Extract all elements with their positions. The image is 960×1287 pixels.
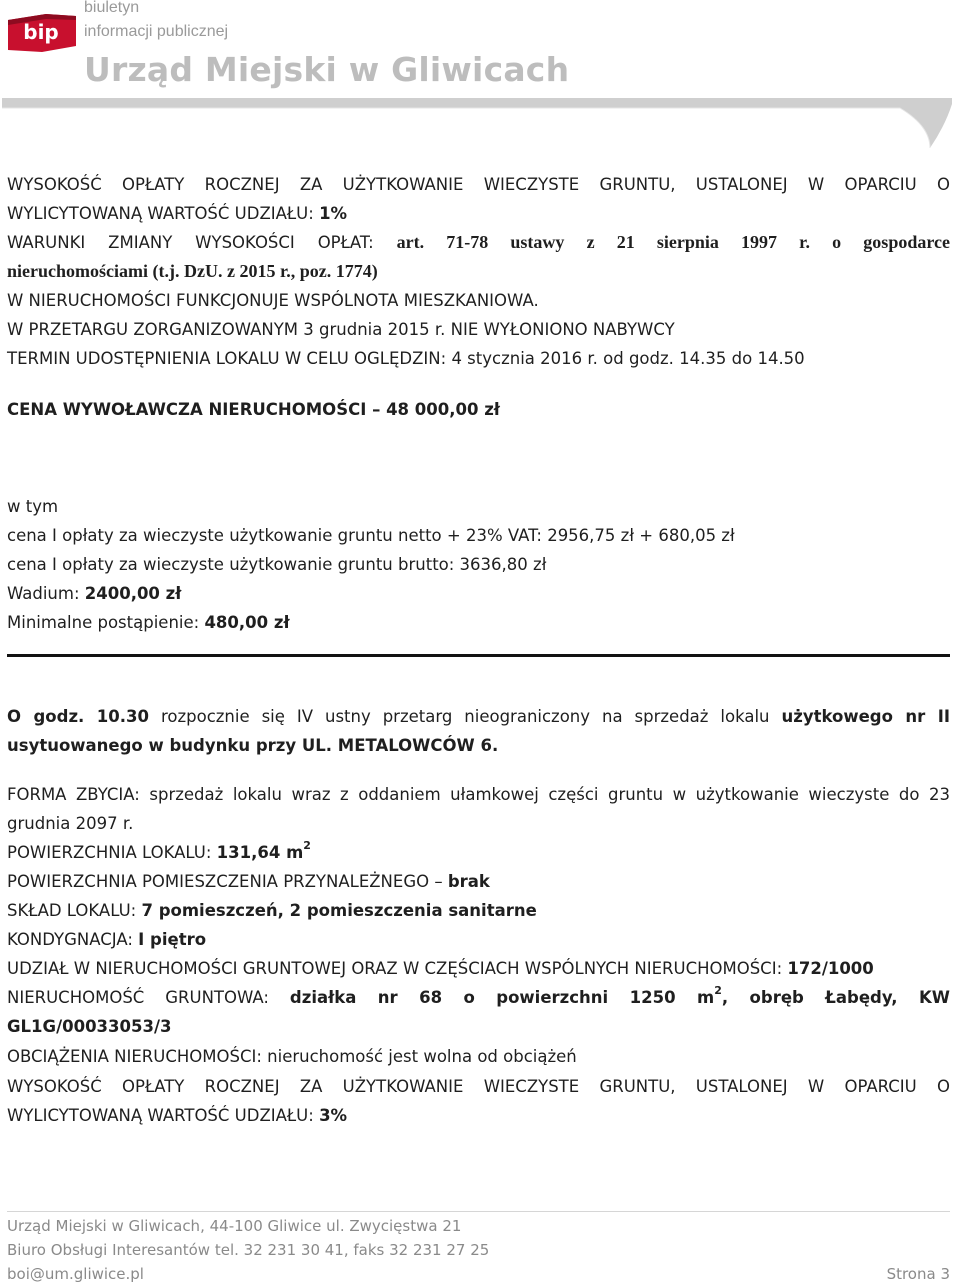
- przetarg-intro-line-2: usytuowanego w budynku przy UL. METALOWCÓW 6.: [7, 736, 499, 755]
- grunt-sup: 2: [714, 984, 722, 997]
- oplata-value: 1%: [319, 204, 348, 223]
- sklad-value: 7 pomieszczeń, 2 pomieszczenia sanitarne: [141, 901, 537, 920]
- forma-line-1: FORMA ZBYCIA: sprzedaż lokalu wraz z oddaniem ułamkowej części gruntu w użytkowanie wieczyste do 23: [7, 785, 950, 804]
- udzial-line: [7, 954, 874, 983]
- postapienie-label: Minimalne postąpienie:: [7, 613, 205, 632]
- cena-netto-line: cena I opłaty za wieczyste użytkowanie gruntu netto + 23% VAT: 2956,75 zł + 680,05 zł: [7, 526, 735, 545]
- termin-line: TERMIN UDOSTĘPNIENIA LOKALU W CELU OGLĘDZIN: 4 stycznia 2016 r. od godz. 14.35 do 14.50: [7, 349, 805, 368]
- w-tym-label: w tym: [7, 497, 59, 516]
- przynalezne-value: brak: [447, 872, 490, 891]
- grunt-value-1: działka nr 68 o powierzchni 1250 m: [289, 988, 715, 1007]
- warunki-value-2: nieruchomościami (t.j. DzU. z 2015 r., poz. 1774): [7, 261, 378, 281]
- grunt-label: NIERUCHOMOŚĆ GRUNTOWA:: [7, 988, 290, 1007]
- header-subtitle-line1: biuletyn: [84, 0, 140, 16]
- przynalezne-line: [7, 867, 490, 896]
- oplata2-value: 3%: [319, 1106, 348, 1125]
- warunki-label: WARUNKI ZMIANY WYSOKOŚCI OPŁAT:: [7, 233, 374, 252]
- wadium-line: [7, 579, 181, 608]
- godz-text: rozpocznie się IV ustny przetarg nieograniczony na sprzedaż lokalu: [148, 707, 782, 726]
- przetarg-line: W PRZETARGU ZORGANIZOWANYM 3 grudnia 2015 r. NIE WYŁONIONO NABYWCY: [7, 320, 675, 339]
- obciazenia-value: nieruchomość jest wolna od obciążeń: [267, 1047, 577, 1066]
- przynalezne-label: POWIERZCHNIA POMIESZCZENIA PRZYNALEŻNEGO –: [7, 872, 448, 891]
- grunt-value-2: , obręb Łabędy, KW: [721, 988, 950, 1007]
- oplata2-line-2: [7, 1101, 347, 1130]
- footer-email[interactable]: boi@um.gliwice.pl: [7, 1265, 144, 1283]
- wspolnota-line: W NIERUCHOMOŚCI FUNKCJONUJE WSPÓLNOTA MIESZKANIOWA.: [7, 291, 539, 310]
- warunki-value-1: art. 71-78 ustawy z 21 sierpnia 1997 r. o gospodarce: [396, 232, 950, 252]
- bip-logo-icon: [6, 6, 78, 58]
- sklad-line: [7, 896, 537, 925]
- kondygnacja-line: [7, 925, 206, 954]
- footer-address: Urząd Miejski w Gliwicach, 44-100 Gliwice ul. Zwycięstwa 21: [7, 1217, 462, 1235]
- godz-label: O godz. 10.30: [7, 707, 149, 726]
- udzial-label: UDZIAŁ W NIERUCHOMOŚCI GRUNTOWEJ ORAZ W CZĘŚCIACH WSPÓLNYCH NIERUCHOMOŚCI:: [7, 959, 788, 978]
- obciazenia-label: OBCIĄŻENIA NIERUCHOMOŚCI:: [7, 1047, 268, 1066]
- powierzchnia-line: [7, 838, 311, 869]
- postapienie-line: [7, 608, 290, 637]
- oplata-line-1: WYSOKOŚĆ OPŁATY ROCZNEJ ZA UŻYTKOWANIE WIECZYSTE GRUNTU, USTALONEJ W OPARCIU O: [7, 175, 950, 194]
- oplata-label: WYLICYTOWANĄ WARTOŚĆ UDZIAŁU:: [7, 204, 320, 223]
- header-divider: [0, 96, 960, 152]
- wadium-value: 2400,00 zł: [84, 584, 182, 603]
- oplata2-line-1: WYSOKOŚĆ OPŁATY ROCZNEJ ZA UŻYTKOWANIE WIECZYSTE GRUNTU, USTALONEJ W OPARCIU O: [7, 1077, 950, 1096]
- grunt-line-1: [7, 983, 950, 1014]
- warunki-line-2: [7, 257, 378, 286]
- wadium-label: Wadium:: [7, 584, 85, 603]
- page-header: [0, 0, 960, 150]
- page-title: Urząd Miejski w Gliwicach: [84, 50, 570, 89]
- obciazenia-line: [7, 1042, 577, 1071]
- cena-brutto-line: cena I opłaty za wieczyste użytkowanie gruntu brutto: 3636,80 zł: [7, 555, 547, 574]
- logo-text: bip: [23, 20, 59, 44]
- kondygnacja-label: KONDYGNACJA:: [7, 930, 139, 949]
- grunt-line-2: GL1G/00033053/3: [7, 1017, 172, 1036]
- lokal-type: użytkowego nr II: [781, 707, 950, 726]
- oplata2-label: WYLICYTOWANĄ WARTOŚĆ UDZIAŁU:: [7, 1106, 320, 1125]
- cena-wywolawcza: CENA WYWOŁAWCZA NIERUCHOMOŚCI – 48 000,00 zł: [7, 400, 500, 419]
- postapienie-value: 480,00 zł: [204, 613, 290, 632]
- kondygnacja-value: I piętro: [138, 930, 207, 949]
- footer-page-number: Strona 3: [886, 1265, 950, 1283]
- footer-divider: [7, 1211, 950, 1212]
- przetarg-intro-line-1: [7, 702, 950, 731]
- powierzchnia-value: 131,64 m: [216, 843, 304, 862]
- udzial-value: 172/1000: [787, 959, 874, 978]
- warunki-line-1: [7, 228, 950, 257]
- footer-biuro: Biuro Obsługi Interesantów tel. 32 231 30 41, faks 32 231 27 25: [7, 1241, 490, 1259]
- powierzchnia-label: POWIERZCHNIA LOKALU:: [7, 843, 217, 862]
- header-subtitle-line2: informacji publicznej: [84, 23, 229, 40]
- oplata-line-2: [7, 199, 347, 228]
- powierzchnia-sup: 2: [303, 839, 311, 852]
- section-divider: [7, 654, 950, 657]
- sklad-label: SKŁAD LOKALU:: [7, 901, 142, 920]
- forma-line-2: grudnia 2097 r.: [7, 814, 134, 833]
